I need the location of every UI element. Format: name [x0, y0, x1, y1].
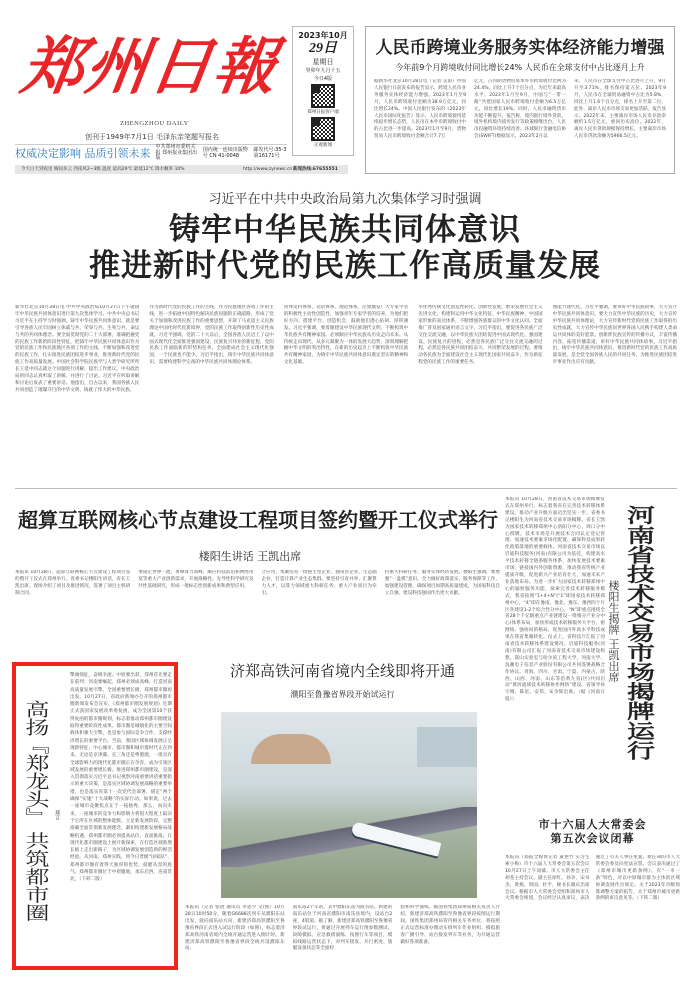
postal-code: 邮发代号:35-3 第16171号 — [253, 146, 287, 159]
top-story — [365, 26, 675, 174]
day: 29日 — [309, 41, 337, 56]
founded-line: 创刊于1949年7月1日 毛泽东亲笔题写报名 — [85, 133, 219, 141]
weekday: 星期日 — [312, 58, 334, 66]
lead-kicker: 习近平在中共中央政治局第九次集体学习时强调 — [208, 192, 482, 207]
article-column: 验和科学演练。据国铁集团郑州局相关负责人介绍，新建济郑高铁濮阳至鲁豫省界段按图运行期间，国铁集团郑州局管内相关车务单位，将按照正式运营标准办理动车组列车作业组织、模拟旅客广播引导、站台接发列车等业务，为开通运营做好各项准备。 — [400, 905, 501, 945]
story2-subhead: 楼阳生讲话 王凯出席 — [198, 550, 302, 563]
article-column: 据新华社北京10月28日电（记者 吴雨）中国人民银行日前发布的报告显示，跨境人民币业务服务实体经济能力增强。2023年1月至9月，人民币跨境收付金额为38.9万亿元，同比增长24%。中国人民银行发布的《2023年人民币国际化报告》显示，人民币跨境使用延续稳步增长态势，人民币在本外币跨境收付中的占比进一步提高。2023年1月至9月，货物贸易人民币跨境收付金额合计7.7万 — [374, 79, 466, 140]
slogan-bar — [15, 144, 287, 162]
qr-code-icon[interactable] — [311, 117, 335, 141]
page-count: 今日4版 — [313, 76, 333, 82]
article-column: 持重大科研任务、服务实体经济发展。楼阳生强调，要增强“一盘棋”意识，全力做好政策落实、服务保障等工作，加强建设管理，确保项目如期高质量建成，为国家科技自立自强、建设科技强国作出更大贡献。 — [384, 570, 500, 596]
article-column: 本报讯（记者 张倩 通讯员 李思亨 文/图）10月28日10时50分，随着G6688次列车从濮阳东站出发，驶向南乐站方向，新建济郑高铁濮阳至鲁豫省界段正式进入试运行阶段（如图），标志着济郑高铁河南省境内全线开通运营进入倒计时。新建济郑高铁濮阳至鲁豫省界段全线共设濮阳东站、 — [185, 905, 285, 952]
article-column: 同体史料体系、话语体系、理论体系。注重激发广大专家学者的积极性主动性创造性，加强青年专家学者的培养，为他们把好方向、搭建平台、创造机会，鼓励他们潜心钻研、厚积薄发。习近平强调，要着眼建设中华民族现代文明，不断构筑中华民族共有精神家园。必须顺应中华民族从历史走向未来、从传统走向现代、从多元凝聚为一体的发展大趋势，深刻理解把握中华文明的突出特性，在新的历史起点上不断构筑中华民族共有精神家园，为铸牢中华民族共同体意识奠定坚实的精神和文化基础。 — [283, 305, 409, 366]
publisher: 中共郑州市委机关报 郑州报业集团出版 — [155, 144, 198, 162]
story3-body: 本报讯 10月28日，河南省技术交易市场揭牌仪式在郑州举行，标志着我省在完善技术转移体系建设、推动产业升级方面迈出坚实一步。省委书记楼阳生为河南省技术交易市场揭牌。省长王凯为国家技术转移郑州中心洛阳分中心、周口分中心授牌。技术市场是开展技术合同认定登记管理、加速技术要素市场化配置、确保科技成果转化政策落地的重要载体。河南省技术交易市场以启迪科技服务(河南)有限公司为依托，构建高水平技术转移全链条服务体系，加快发展技术要素市场，链接国内外创新资源，推动我省传统产业提质升级，促进新兴产业培育壮大，加速未来产业落地布局。为进一步扩大国家技术转移郑州中心的辐射服务功能，探索完善技术转移服务模式，我省按照“1+4+N”(“1”即国家技术转移郑州中心，“4”即在豫南、豫北、豫东、豫西四个片区各建设1-2个综合性分中心，“N”即重点围绕全省28个千亿级重点产业链建设一批细分产业分中心)体系布局，加快形成技术转移服务大平台、密网络、强协同的格局，促进国内外高水平科技成果在我省集聚转化。仪式上，省科技厅汇报了河南省技术转移体系建设情况，启迪科技服务(河南)有限公司汇报了河南省技术交易市场建设构想。嵩山实验室与哈尔滨工程大学、河南大学、浪潮电子信息产业股份有限公司共同签署战略合作协议。青海、四川、甘肃、宁夏、内蒙古、陕西、山西、河南、山东等沿黄九省(区)共同启动“黄河流域技术转移协作网络”建设。省领导孙守刚、陈星、安伟、宋争辉出席。（据《河南日报》） — [505, 497, 605, 703]
weather: 今天白天到夜里 晴间多云 西南风2~3级 温度 最高29℃ 最低12℃ 降水概率 10% — [21, 167, 185, 172]
commentary-author: 郑言 — [54, 810, 60, 820]
newspaper-logo: 郑州日報 — [16, 30, 284, 103]
article-column: 合应用，集聚培育一批链主型企业、独角兽企业、生态圈企业，打造计算产业生态集群。要坚持引育并举，汇聚算力人才，以算力领域重大科研任务、重大产业项目为牵引。 — [261, 570, 377, 596]
station-building — [251, 734, 331, 764]
cn-number: 国内统一连续出版物号 CN 41-0048 — [202, 146, 248, 159]
english-title: ZHENGZHOU DAILY — [120, 120, 189, 127]
city-skyline — [417, 727, 477, 767]
headline-line: 第五次会议闭幕 — [550, 832, 635, 845]
headline-line: 推进新时代党的民族工作高质量发展 — [89, 248, 601, 284]
story3-headline[interactable]: 河南省技术交易市场揭牌运行 — [623, 505, 656, 760]
qr-code-icon[interactable] — [311, 84, 335, 108]
lead-headline[interactable] — [0, 212, 690, 284]
article-column: 亿元，占同期货物贸易本外币跨境收付比例为24.4%，同比上升7个百分点，为近年来最高水平。2023年1月至9月，中国与“一带一路”共建国家人民币跨境收付金额为6.5万亿元，同比增长19%。同时，人民币融资货币功能不断提升。报告称，境内银行境外贷款、境外机构境内债券发行等政策相继出台，人民币投融资环境持续改善。环球银行金融电信协会(SWIFT)数据显示，2023年2月以 — [474, 79, 566, 140]
slogan: 权威决定影响 品质引领未来 — [15, 147, 151, 160]
article-column: 作为新时代党的民族工作的主线，作为民族地区各项工作的主线，进一步拓展中国特色解决民族问题的正确道路，形成了党关于加强和改进民族工作的重要思想，开辟了马克思主义民族理论中国化时代化新境界，党的民族工作取得创新性历史性成就。习近平强调，党的二十大以后，全国各族人民迈上了以中国式现代化全面推进强国建设、民族复兴伟业的新征程，党的民族工作面临新的形势和任务。全面建成社会主义现代化强国，一个民族也不能少。习近平指出，铸牢中华民族共同体意识，需要构建科学完备的中华民族共同体理论体系。 — [149, 305, 274, 366]
story2-headline[interactable]: 超算互联网核心节点建设工程项目签约暨开工仪式举行 — [18, 508, 498, 532]
story4-headline[interactable]: 济郑高铁河南省境内全线即将开通 — [229, 662, 455, 680]
article-column: 理能力现代化。习近平强调，要讲好中华民族故事，大力宣介中华民族共同体意识。要大力宣传中华民族的历史，大力宣传中华民族共同体理论，大力宣传新时代党的民族工作取得的历史性成就，大力宣传中华民族同世界各国人民携手构建人类命运共同体的美好愿景。创新涉民族宣传的传播方式，丰富传播内容，拓宽传播渠道，讲好中华民族共同体故事。习近平指出，铸牢中华民族共同体意识，推进新时代党的民族工作高质量发展，是全党全国各族人民的共同任务。为推进民族团结进步事业作出应有贡献。 — [552, 305, 678, 366]
article-column: 新华社北京10月28日电 中共中央政治局10月27日下午就铸牢中华民族共同体意识进行第九次集体学习。中共中央总书记习近平在主持学习时强调，铸牢中华民族共同体意识，就是要引导各族人民牢固树立休戚与共、荣辱与共、生死与共、命运与共的共同体理念。要全面贯彻党的二十大部署，准确把握党的民族工作新的阶段性特征，把铸牢中华民族共同体意识作为党的民族工作和民族地区各项工作的主线，不断加强和改进党的民族工作，扎实推进民族团结进步事业，推进新时代党的民族工作高质量发展。中国社会科学院民族学与人类学研究所所长王延中同志就这个问题进行讲解，提出工作建议。中央政治局的同志认真听取了讲解，并进行了讨论。习近平在听取讲解和讨论后发表了重要讲话。他指出，自古以来，我国各族人民共同创造了璀璨夺目的中华文明，铸就了伟大的中华民族。 — [15, 305, 140, 393]
headline-line: 铸牢中华民族共同体意识 — [169, 212, 521, 248]
article-column: 南乐站2个车站，其中濮阳东站为既有站。新建的南乐站位于河南省濮阳市南乐县境内，设站台2座，4股道。据了解，新建济郑高铁濮阳至鲁豫省界段试运行，将通过开展列车运行图参数测试、故障模拟、应急救援演练、按图行车等项目，模拟线路运营状态下，对列车接发、开行密度、旅服设备状态等全面检 — [292, 905, 393, 952]
story5-body: 本报讯（郑报全媒体记者 董艳竹 实习生 索小梅）市十六届人大常委会第五次会议10月27日上午闭幕。市人大常委会主任胡荃主持会议，副主任徐红、孙争、宋书杰、黄燕、周国、杜平，秘书长谢庆出席会议。根据市人大常委会党组和郑州市人大常委会规划，会议经过认真审议，表决通过了有关人事任免案。新任命的市人大常委会委员向宪法宣誓。会议表决通过了《郑州市城市更新条例》。有“一市一条”特色，对以中原城市群为主体的区域协调发展作出规定。关于2023年市级预算调整方案的报告，关于郑州市城市更新条例的审议意见等。（下转二版） — [505, 855, 680, 902]
story4-subhead: 濮阳至鲁豫省界段开始试运行 — [290, 690, 395, 699]
qr-label: 郑州日报客户端 — [307, 110, 339, 115]
date-box — [292, 26, 354, 156]
article-column: 来，人民币在全球支付中占比逐月上升，9月升至3.71%，排名保持第五位。2023年9月，人民币在全球贸易融资中占比为5.8%，同比上升1.6个百分点，排名上升至第二位。此外，离岸人民币市场交易更加活跃。报告显示，2022年末，主要离岸市场人民币存款余额约1.5万亿元，重回历史高位。2022年，离岸人民币贷款规模保持增长，主要离岸市场人民币贷款余额为5966.5亿元。 — [574, 79, 666, 140]
story2-body — [15, 570, 500, 640]
article-column: 华优秀传统文化创造性转化、创新性发展，繁荣发展社会主义先进文化，构建和运用中华文化特征、中华民族精神、中国国家形象的表达体系，不断增强各族群众的中华文化认同。全面推广普及国家通用语言文字。习近平指出，要促进各民族广泛交往交流交融，以中华民族大团结促进中国式现代化。强国建设、民族复兴的进程，必然是各民族广泛交往交流交融的过程，必然是各民族共同团结奋斗、共同繁荣发展的过程。要推动各民族为全面建设社会主义现代化国家共同奋斗，作为新征程党的民族工作的重要任务。 — [418, 305, 543, 366]
commentary-headline[interactable]: 高扬『郑龙头』 共筑都市圈 — [21, 700, 49, 922]
website-link[interactable]: http://www.zynews.cn — [243, 167, 293, 172]
railway-track — [221, 807, 477, 867]
lunar-date: 癸卯年九月十五 — [305, 68, 341, 74]
lead-body — [15, 305, 677, 481]
weather-strip — [15, 165, 348, 174]
train-photo — [221, 712, 477, 898]
commentary-body: 擎旗领征，奋楫争流。中原要出彩，郑州首先要走在前列；河南要崛起，郑州必须成高峰。打造河南高质量发展引擎，全国重要增长极，郑州都市圈再出发。10月27日，省政府新闻办召开的郑州都市圈新闻发布会宣布，《郑州都市圈发展规划》近期正式获国家发展改革委复函，成为全国第10个获得复函的都市圈规划，标志着推动郑州都市圈建设取得重要阶段性成果。都市圈是城镇化的主要空间载体和强大引擎，也是参与国际竞争合作、支撑经济增长的重要平台。当前，我国区域协调发展正呈现新特征，中心城市、都市圈和城市群时代正在到来。无论是京津冀、长三角还是粤港澳，一批具有全球影响力的现代化都市圈正在孕育，成为引领区域发展的重要增长极。推进郑州都市圈建设，是深入贯彻落实习近平总书记视察河南重要讲话重要指示的重大决策，是落实区域协调发展战略的重要举措，也是落实省第十一次党代会部署、锚定“两个确保”实施“十大战略”的实际行动。如果说，过去一座城市竞聚焦点在于一枝独秀，那么，而向未来，一座城市的竞争力和影响力将很大程度上取决于它所在区域的整体能级。立足新发展阶段，完整准确全面贯彻新发展理念，紧扣构建新发展格局战略机遇，郑州都市圈必须提高站位、直面挑战，在现代化都市圈建设上展开新探索，在打造区域新增长极上走出新路子，为区域协调发展创造新的鲜活经验。从河南、郑州实践，到今日晋级“国家队”，郑州都市圈有着得天独厚的优势，稳健从容的底气。郑州都市圈位于中原腹地，承东启西，连南贯北，（下转二版） — [70, 673, 172, 883]
year-month: 2023年10月 — [298, 31, 348, 40]
article-column: 本报讯 10月28日，超算互联网核心节点建设工程项目签约暨开工仪式在郑州举行。省委书记楼阳生讲话，省长王凯出席。现场介绍了项目及推进情况，签署了项目主机研制合同。 — [15, 570, 131, 596]
headline-line: 市十六届人大常委会 — [538, 818, 647, 831]
top-story-subhead: 今年前9个月跨境收付同比增长24% 人民币在全球支付中占比逐月上升 — [395, 63, 645, 72]
story3-subhead: 楼阳生揭牌 王凯出席 — [607, 580, 620, 683]
article-column: 要锚定世界一流，勇攀算力高峰，顺应科技前沿和网络带宽等重大产业创新需求，开展战略性、先导性科学研究及共性基础研究，形成一批标志性创新成果和典型应用。 — [138, 570, 254, 589]
top-story-headline[interactable]: 人民币跨境业务服务实体经济能力增强 — [375, 38, 665, 58]
hotline: 新闻热线:67655551 — [293, 167, 338, 172]
qr-label: 正观新闻 — [314, 143, 332, 148]
divider — [15, 488, 677, 489]
story4-body — [185, 905, 500, 970]
story5-headline[interactable] — [505, 818, 680, 846]
